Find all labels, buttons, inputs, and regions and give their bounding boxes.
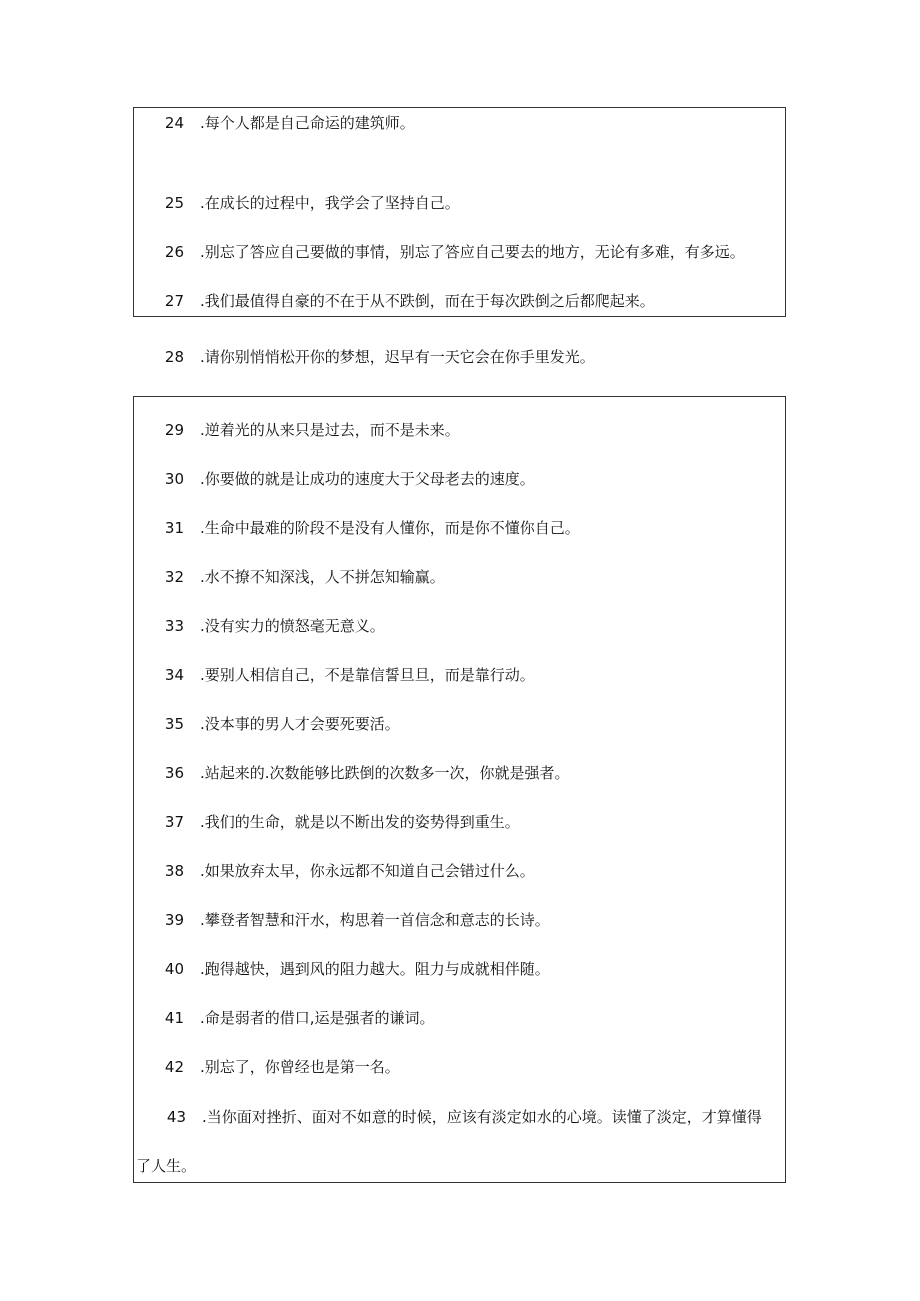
item-text: .当你面对挫折、面对不如意的时候，应该有淡定如水的心境。读懂了淡定，才算懂得 xyxy=(202,1108,762,1126)
item-text: .攀登者智慧和汗水，构思着一首信念和意志的长诗。 xyxy=(200,911,550,929)
item-number: 37 xyxy=(164,813,184,831)
item-text: .没本事的男人才会要死要活。 xyxy=(200,715,400,733)
item-number: 26 xyxy=(164,243,184,261)
item-text: .我们最值得自豪的不在于从不跌倒，而在于每次跌倒之后都爬起来。 xyxy=(200,292,655,310)
item-text: .你要做的就是让成功的速度大于父母老去的速度。 xyxy=(200,470,535,488)
item-number: 43 xyxy=(166,1108,186,1126)
item-number: 25 xyxy=(164,194,184,212)
item-number: 36 xyxy=(164,764,184,782)
item-number: 34 xyxy=(164,666,184,684)
item-number: 35 xyxy=(164,715,184,733)
item-text: .没有实力的愤怒毫无意义。 xyxy=(200,617,385,635)
item-text: .如果放弃太早，你永远都不知道自己会错过什么。 xyxy=(200,862,535,880)
item-text: .要别人相信自己，不是靠信誓旦旦，而是靠行动。 xyxy=(200,666,535,684)
item-number: 24 xyxy=(164,114,184,132)
item-text: .站起来的.次数能够比跌倒的次数多一次，你就是强者。 xyxy=(200,764,570,782)
item-number: 39 xyxy=(164,911,184,929)
item-text: .生命中最难的阶段不是没有人懂你，而是你不懂你自己。 xyxy=(200,519,580,537)
item-number: 41 xyxy=(164,1009,184,1027)
item-number: 29 xyxy=(164,421,184,439)
item-number: 27 xyxy=(164,292,184,310)
item-text: .在成长的过程中，我学会了坚持自己。 xyxy=(200,194,460,212)
item-text: .跑得越快，遇到风的阻力越大。阻力与成就相伴随。 xyxy=(200,960,550,978)
item-number: 28 xyxy=(164,348,184,366)
item-number: 31 xyxy=(164,519,184,537)
item-text: .命是弱者的借口,运是强者的谦词。 xyxy=(200,1009,435,1027)
item-text: .请你别悄悄松开你的梦想，迟早有一天它会在你手里发光。 xyxy=(200,348,595,366)
item-number: 38 xyxy=(164,862,184,880)
item-text-continuation: 了人生。 xyxy=(136,1157,197,1175)
item-text: .别忘了，你曾经也是第一名。 xyxy=(200,1058,400,1076)
item-number: 33 xyxy=(164,617,184,635)
item-text: .别忘了答应自己要做的事情，别忘了答应自己要去的地方，无论有多难，有多远。 xyxy=(200,243,745,261)
item-text: .我们的生命，就是以不断出发的姿势得到重生。 xyxy=(200,813,520,831)
item-text: .水不撩不知深浅，人不拼怎知输赢。 xyxy=(200,568,445,586)
item-text: .逆着光的从来只是过去，而不是未来。 xyxy=(200,421,460,439)
item-number: 40 xyxy=(164,960,184,978)
item-number: 42 xyxy=(164,1058,184,1076)
item-number: 30 xyxy=(164,470,184,488)
item-number: 32 xyxy=(164,568,184,586)
item-text: .每个人都是自己命运的建筑师。 xyxy=(200,114,415,132)
